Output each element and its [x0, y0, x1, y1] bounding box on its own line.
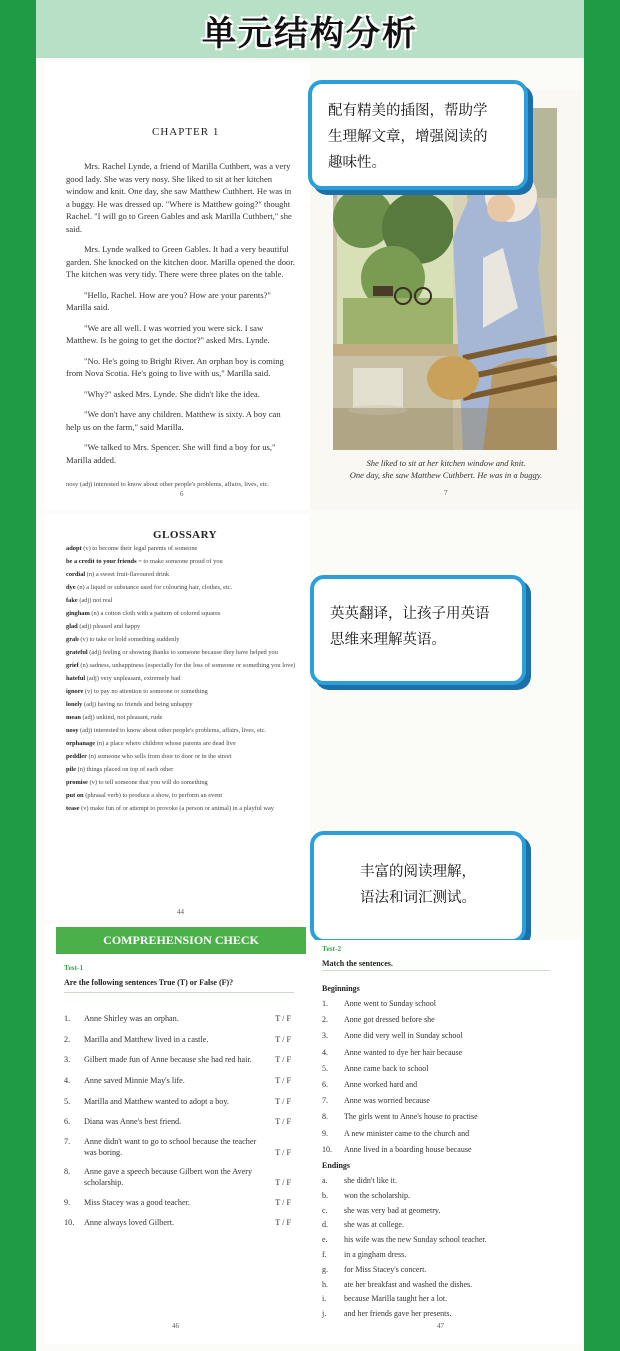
callout-line: 思维来理解英语。 [330, 632, 446, 648]
question-number: 4. [64, 1076, 71, 1085]
page-number: 46 [172, 1322, 179, 1330]
question-number: 3. [64, 1055, 71, 1064]
question-text: Marilla and Matthew lived in a castle. [84, 1035, 209, 1044]
question-text: Gilbert made fun of Anne because she had red hair. [84, 1055, 252, 1064]
question-text: Anne didn't want to go to school because the teacher was boring. [84, 1137, 257, 1157]
item-letter: e. [322, 1235, 328, 1245]
item-number: 9. [322, 1128, 328, 1138]
glossary-definition: (n) someone who sells from door to door or in the street [88, 753, 232, 760]
true-false-choice[interactable]: T / F [275, 1198, 291, 1207]
question-text: Marilla and Matthew wanted to adopt a boy. [84, 1097, 229, 1106]
item-text: Anne lived in a boarding house because [344, 1144, 472, 1154]
glossary-entry [66, 753, 298, 761]
glossary-definition: (adj) feeling or showing thanks to someone because they have helped you [89, 649, 278, 656]
glossary-definition: (v) to take or hold something suddenly [80, 636, 180, 643]
callout-line: 趣味性。 [328, 155, 386, 171]
glossary-term: grateful [66, 649, 88, 656]
item-number: 10. [322, 1144, 332, 1154]
item-text: she didn't like it. [344, 1176, 397, 1185]
glossary-definition: (v) make fun of or attempt to provoke (a person or animal) in a playful way [81, 805, 274, 812]
true-false-choice[interactable]: T / F [275, 1055, 291, 1064]
glossary-term: promise [66, 779, 88, 786]
glossary-entry [66, 727, 298, 735]
glossary-definition: (n) a cotton cloth with a pattern of colored squares [91, 610, 221, 617]
glossary-entry [66, 649, 298, 657]
item-number: 6. [322, 1080, 328, 1089]
question-text: Anne gave a speech because Gilbert won the Avery scholarship. [84, 1167, 253, 1187]
glossary-definition: (adj) unkind, not pleasant, rude [82, 714, 163, 721]
glossary-definition: = to make someone proud of you [138, 558, 223, 565]
item-text: she was at college. [344, 1220, 404, 1230]
divider [322, 970, 550, 971]
item-number: 2. [322, 1015, 328, 1025]
glossary-term: grief [66, 662, 79, 669]
glossary-definition: (n) a sweet fruit-flavoured drink [86, 571, 170, 578]
callout-line: 丰富的阅读理解， [360, 864, 476, 880]
glossary-entry [66, 623, 298, 631]
item-text: Anne went to Sunday school [344, 999, 436, 1008]
caption-line: One day, she saw Matthew Cuthbert. He was in a buggy. [349, 470, 543, 480]
item-text: The girls went to Anne's house to practise [344, 1112, 478, 1122]
question-text: Diana was Anne's best friend. [84, 1117, 182, 1126]
callout-text [312, 84, 524, 176]
feature-callout-exercises [310, 831, 526, 943]
page-number: 44 [177, 908, 184, 916]
test-label: Test-1 [64, 963, 84, 972]
glossary-entry [66, 714, 298, 722]
true-false-choice[interactable]: T / F [275, 1076, 291, 1085]
item-letter: h. [322, 1279, 328, 1289]
true-false-choice[interactable]: T / F [275, 1178, 291, 1187]
section-title: 单元结构分析 [202, 14, 418, 54]
page-number: 7 [444, 489, 448, 497]
item-text: Anne came back to school [344, 1063, 429, 1073]
question-number: 7. [64, 1137, 71, 1146]
item-number: 7. [322, 1096, 328, 1106]
divider [64, 992, 294, 993]
glossary-term: adopt [66, 545, 82, 552]
question-number: 5. [64, 1097, 71, 1106]
item-text: because Marilla taught her a lot. [344, 1294, 448, 1304]
test-label: Test-2 [322, 944, 342, 953]
chapter-paragraph: "Hello, Rachel. How are you? How are your parents?" Marilla said. [66, 289, 271, 312]
callout-line: 英英翻译，让孩子用英语 [330, 606, 490, 622]
callout-line: 生理解文章，增强阅读的 [328, 129, 488, 145]
question-text: Anne Shirley was an orphan. [84, 1014, 179, 1023]
glossary-entry [66, 610, 298, 618]
item-text: for Miss Stacey's concert. [344, 1264, 427, 1274]
true-false-choice[interactable]: T / F [275, 1117, 291, 1126]
item-text: Anne got dressed before she [344, 1015, 435, 1025]
glossary-entry [66, 584, 298, 592]
true-false-choice[interactable]: T / F [275, 1218, 291, 1227]
glossary-definition: (n) a liquid or substance used for colouring hair, clothes, etc. [77, 584, 233, 591]
question-number: 1. [64, 1014, 71, 1023]
glossary-definition: (n) things placed on top of each other [77, 766, 174, 773]
glossary-term: gingham [66, 610, 90, 617]
caption-line: She liked to sit at her kitchen window and knit. [366, 458, 526, 468]
item-text: his wife was the new Sunday school teacher. [344, 1235, 487, 1245]
item-text: and her friends gave her presents. [344, 1309, 452, 1319]
header-band [36, 0, 584, 58]
glossary-definition: (adj) not real [79, 597, 113, 604]
glossary-definition: (adj) interested to know about other people's problems, affairs, lives, etc. [80, 727, 266, 734]
glossary-entry [66, 779, 298, 787]
glossary-term: put on [66, 792, 84, 799]
item-number: 3. [322, 1031, 328, 1041]
callout-text [314, 835, 522, 911]
illustration-caption [318, 457, 574, 481]
glossary-term: dye [66, 584, 76, 591]
glossary-list [66, 545, 298, 818]
glossary-entry [66, 662, 298, 670]
glossary-term: be a credit to your friends [66, 558, 137, 565]
glossary-entry [66, 675, 298, 683]
glossary-definition: (adj) pleased and happy [79, 623, 141, 630]
item-text: A new minister came to the church and [344, 1128, 470, 1138]
glossary-title: GLOSSARY [153, 529, 218, 541]
glossary-entry [66, 805, 298, 813]
true-false-choice[interactable]: T / F [275, 1097, 291, 1106]
glossary-entry [66, 701, 298, 709]
question-number: 8. [64, 1167, 71, 1176]
glossary-definition: (phrasal verb) to produce a show, to perform an event [85, 792, 223, 799]
item-text: Anne wanted to dye her hair because [344, 1047, 463, 1057]
chapter-paragraph: "We don't have any children. Matthew is sixty. A boy can help us on the farm," said Marilla. [66, 409, 281, 432]
chapter-paragraph: "We are all well. I was worried you were sick. I saw Matthew. Is he going to get the doctor?" asked Mrs. Lynde. [66, 322, 270, 345]
item-letter: f. [322, 1250, 327, 1259]
glossary-entry [66, 558, 298, 566]
item-number: 5. [322, 1063, 328, 1073]
item-text: won the scholarship. [344, 1190, 410, 1200]
glossary-term: ignore [66, 688, 84, 695]
true-false-choice[interactable]: T / F [275, 1035, 291, 1044]
item-text: in a gingham dress. [344, 1250, 407, 1259]
true-false-choice[interactable]: T / F [275, 1014, 291, 1023]
true-false-choice[interactable]: T / F [275, 1148, 291, 1157]
glossary-entry [66, 571, 298, 579]
question-text: Miss Stacey was a good teacher. [84, 1198, 190, 1207]
chapter-paragraph: Mrs. Lynde walked to Green Gables. It had a very beautiful garden. She knocked on the kitchen door. Marilla opened the door. The kitchen was very tidy. There were three plates on the table. [66, 244, 295, 279]
glossary-entry [66, 545, 298, 553]
item-letter: g. [322, 1264, 328, 1274]
glossary-term: nosy [66, 727, 79, 734]
item-letter: i. [322, 1294, 327, 1304]
glossary-definition: (adj) very unpleasant, extremely bad [86, 675, 181, 682]
glossary-term: hateful [66, 675, 86, 682]
beginnings-heading: Beginnings [322, 984, 360, 993]
chapter-title: CHAPTER 1 [152, 126, 220, 138]
glossary-term: orphanage [66, 740, 96, 747]
exercise-page-left [44, 924, 310, 1344]
glossary-term: grab [66, 636, 79, 643]
item-text: Anne did very well in Sunday school [344, 1031, 463, 1041]
glossary-entry [66, 688, 298, 696]
glossary-term: cordial [66, 571, 86, 578]
item-text: she was very bad at geometry. [344, 1205, 441, 1215]
item-text: Anne was worried because [344, 1096, 430, 1106]
callout-line: 配有精美的插图，帮助学 [328, 103, 488, 119]
test-instruction: Are the following sentences True (T) or False (F)? [64, 978, 234, 987]
item-letter: a. [322, 1176, 328, 1185]
glossary-definition: (v) to pay no attention to someone or something [84, 688, 208, 695]
question-text: Anne always loved Gilbert. [84, 1218, 175, 1227]
callout-text [314, 579, 522, 653]
item-letter: c. [322, 1205, 328, 1215]
glossary-definition: (n) sadness, unhappiness (especially for the loss of someone or something you love) [80, 662, 296, 669]
question-text: Anne saved Minnie May's life. [84, 1076, 185, 1085]
glossary-term: lonely [66, 701, 83, 708]
glossary-term: mean [66, 714, 81, 721]
glossary-entry [66, 766, 298, 774]
item-number: 1. [322, 999, 328, 1008]
page-number: 6 [180, 490, 184, 498]
question-number: 2. [64, 1035, 71, 1044]
glossary-entry [66, 792, 298, 800]
glossary-definition: (v) to tell someone that you will do something [89, 779, 208, 786]
chapter-paragraph: Mrs. Rachel Lynde, a friend of Marilla Cuthbert, was a very good lady. She was very nosy. She liked to sit at her kitchen window and knit. One day, she saw Matthew Cuthbert. He was in a buggy. He was dressed up. "Where is Matthew going?" thought Rachel. "I will go to Green Gables and ask Marilla Cuthbert," she said. [66, 161, 292, 234]
item-letter: j. [322, 1309, 327, 1319]
chapter-paragraph: "We talked to Mrs. Spencer. She will find a boy for us," Marilla added. [66, 442, 276, 465]
glossary-term: peddler [66, 753, 87, 760]
item-letter: b. [322, 1190, 328, 1200]
question-number: 9. [64, 1198, 71, 1207]
item-letter: d. [322, 1220, 328, 1230]
item-number: 8. [322, 1112, 328, 1122]
glossary-term: pile [66, 766, 76, 773]
page-number: 47 [437, 1322, 444, 1330]
chapter-paragraph: "No. He's going to Bright River. An orphan boy is coming from Nova Scotia. He's going to live with us," Marilla said. [66, 355, 284, 378]
glossary-term: tease [66, 805, 80, 812]
endings-heading: Endings [322, 1161, 351, 1170]
feature-callout-illustrations [308, 80, 528, 190]
comprehension-banner: COMPREHENSION CHECK [56, 927, 306, 954]
callout-line: 语法和词汇测试。 [360, 890, 476, 906]
item-number: 4. [322, 1047, 328, 1057]
item-text: Anne worked hard and [344, 1080, 418, 1089]
chapter-paragraph: "Why?" asked Mrs. Lynde. She didn't like the idea. [84, 388, 260, 399]
glossary-entry [66, 740, 298, 748]
glossary-entry [66, 636, 298, 644]
question-number: 10. [64, 1218, 75, 1227]
chapter-footnote: nosy (adj) interested to know about other people's problems, affairs, lives, etc. [66, 481, 270, 488]
glossary-definition: (adj) having no friends and being unhappy [83, 701, 193, 708]
question-number: 6. [64, 1117, 71, 1126]
glossary-definition: (n) a place where children whose parents are dead live [96, 740, 236, 747]
item-text: ate her breakfast and washed the dishes. [344, 1279, 473, 1289]
glossary-term: glad [66, 623, 78, 630]
glossary-term: fake [66, 597, 78, 604]
glossary-entry [66, 597, 298, 605]
chapter-text [66, 160, 296, 474]
feature-callout-english-definitions [310, 575, 526, 685]
glossary-definition: (v) to become their legal parents of someone [83, 545, 198, 552]
test-instruction: Match the sentences. [322, 959, 393, 968]
